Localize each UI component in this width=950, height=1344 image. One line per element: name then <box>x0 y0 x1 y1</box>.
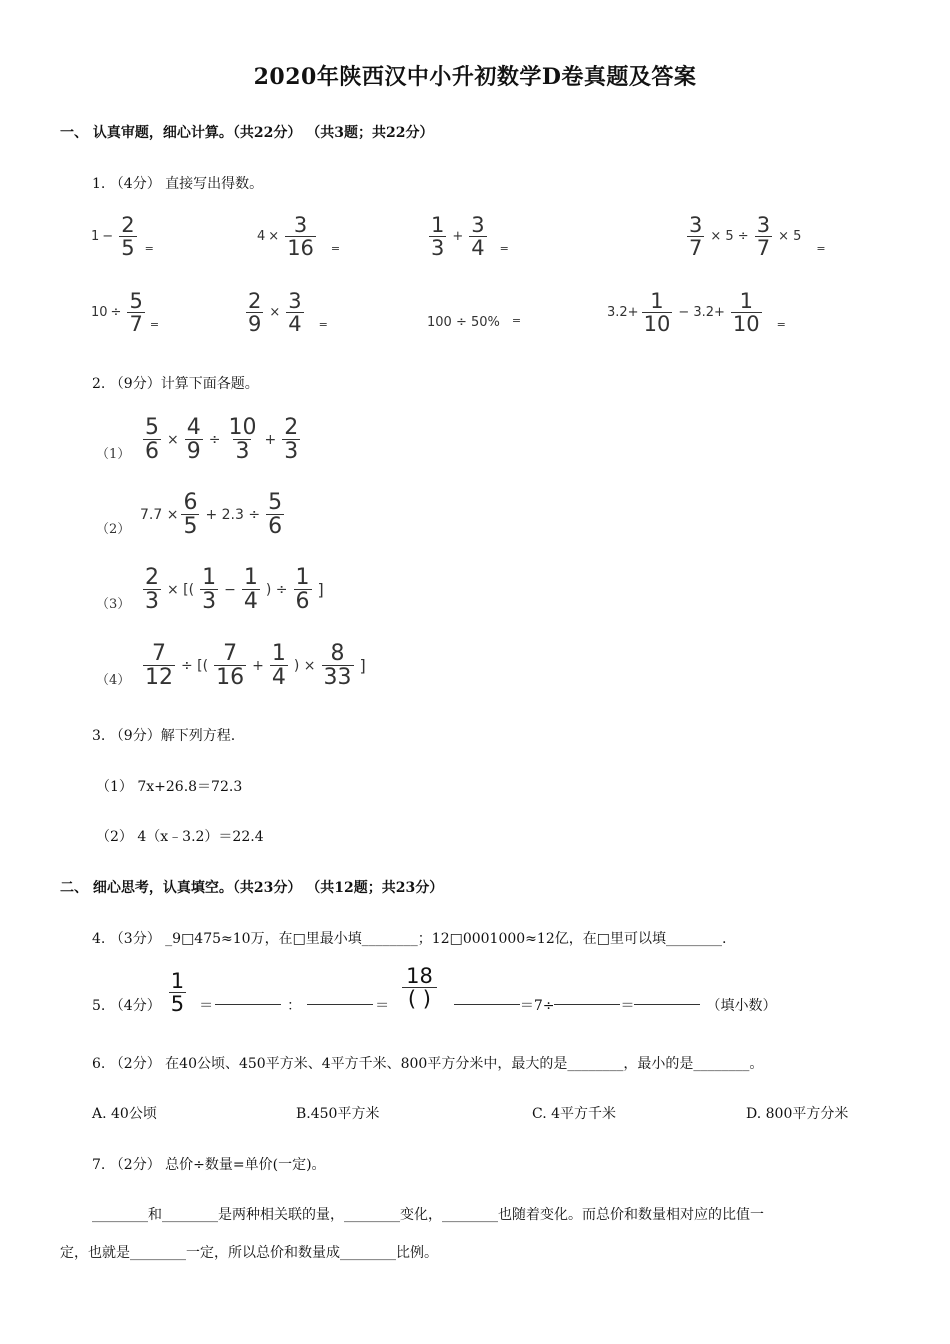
q2-part-4-label: （4） <box>96 673 131 688</box>
q2-part-3-label: （3） <box>96 597 131 612</box>
denominator: 33 <box>323 665 352 691</box>
fraction <box>286 290 303 335</box>
denominator: 5 <box>121 236 135 261</box>
operand: 10 <box>91 305 108 321</box>
answer-blank[interactable] <box>215 1004 281 1005</box>
q6-option-a[interactable]: A. 40公顷 <box>92 1106 157 1122</box>
denominator: 5 <box>183 514 198 540</box>
q2-part-1-label: （1） <box>96 447 131 462</box>
numerator: 1 <box>243 565 258 590</box>
fraction <box>429 214 446 259</box>
equals-sign: = <box>816 242 826 256</box>
equals-sign: = <box>318 318 328 332</box>
divide-seven: ＝7÷ <box>519 997 555 1014</box>
answer-blank[interactable] <box>634 1004 700 1005</box>
operand: 3.2+ <box>607 305 639 321</box>
denominator: 3 <box>431 236 445 261</box>
numerator: 3 <box>756 213 771 237</box>
numerator: 8 <box>330 641 345 666</box>
q3-equation-1: （1） 7x+26.8＝72.3 <box>96 779 243 795</box>
operator: × <box>268 229 280 245</box>
fraction <box>322 642 354 689</box>
operator: ] <box>317 580 324 600</box>
denominator: 6 <box>145 439 159 465</box>
answer-blank[interactable] <box>307 1004 373 1005</box>
numerator: 2 <box>145 565 159 590</box>
operator: + <box>264 431 277 448</box>
denominator: 3 <box>235 439 250 465</box>
operand: 4 <box>257 229 266 245</box>
equals-sign: ＝ <box>375 997 390 1014</box>
numerator: 1 <box>202 565 217 590</box>
operator: × [( <box>167 581 195 598</box>
question-1-stem: 1. （4分） 直接写出得数。 <box>92 176 264 192</box>
denominator: 7 <box>689 236 703 261</box>
fraction <box>282 416 300 463</box>
fraction <box>294 566 312 613</box>
denominator: 5 <box>170 992 185 1017</box>
numerator: 5 <box>145 415 159 440</box>
operand: 1 <box>91 229 100 245</box>
section-1-header: 一、 认真审题，细心计算。（共22分） （共3题；共22分） <box>60 125 434 141</box>
denominator: 10 <box>732 312 760 337</box>
operator: − <box>224 581 236 598</box>
ratio-colon: ： <box>287 997 302 1014</box>
q1-expression-8 <box>607 290 786 335</box>
fraction <box>755 214 772 259</box>
denominator: 9 <box>248 312 262 337</box>
numerator: 3 <box>689 213 703 237</box>
fraction <box>143 416 161 463</box>
numerator: 1 <box>650 289 664 313</box>
numerator: 5 <box>129 289 143 313</box>
fraction <box>143 566 161 613</box>
q1-expression-6 <box>243 290 328 335</box>
operand: 100 ÷ 50% <box>427 315 500 330</box>
denominator: 3 <box>145 589 159 615</box>
numerator: 1 <box>739 289 753 313</box>
operator: × <box>167 431 179 448</box>
numerator: 1 <box>170 969 185 993</box>
denominator: 7 <box>756 236 771 261</box>
equals-sign: ＝ <box>199 997 214 1014</box>
operator: × 5 <box>778 229 802 245</box>
fraction <box>119 214 136 259</box>
q1-expression-5 <box>91 290 159 335</box>
operator: ) ÷ <box>265 581 288 598</box>
fraction <box>181 491 199 538</box>
numerator: 4 <box>186 415 201 440</box>
fraction <box>400 965 439 1010</box>
denominator: 3 <box>284 439 299 465</box>
numerator: 2 <box>248 289 262 313</box>
q2-part-2-label: （2） <box>96 522 131 537</box>
fraction <box>285 214 316 259</box>
numerator: 6 <box>183 490 198 515</box>
denominator: 4 <box>471 236 485 261</box>
fraction <box>246 290 263 335</box>
denominator: 4 <box>288 312 302 337</box>
denominator: 4 <box>243 589 258 615</box>
numerator: 3 <box>288 289 302 313</box>
fraction <box>143 642 175 689</box>
q3-equation-2: （2） 4（x﹣3.2）＝22.4 <box>96 829 264 845</box>
q6-option-b[interactable]: B.450平方米 <box>296 1106 380 1122</box>
q7-paragraph-line-1: ________和________是两种相关联的量，________变化，________也随着变化。而总价和数量相对应的比值一 <box>92 1207 764 1223</box>
fraction <box>266 491 284 538</box>
equals-sign: = <box>149 318 160 332</box>
question-2-stem: 2. （9分）计算下面各题。 <box>92 376 259 392</box>
denominator: 16 <box>287 236 314 261</box>
equals-sign: = <box>499 242 509 256</box>
q2-expression-3 <box>140 566 327 613</box>
denominator: 6 <box>268 514 283 540</box>
q1-expression-2 <box>257 214 340 259</box>
fraction <box>469 214 486 259</box>
fraction <box>200 566 218 613</box>
question-5-label: 5. （4分） <box>92 997 161 1014</box>
fraction <box>226 416 258 463</box>
fraction <box>731 290 762 335</box>
denominator: 12 <box>145 665 173 691</box>
denominator: 7 <box>129 312 143 337</box>
denominator: 6 <box>295 589 310 615</box>
equals-sign: ＝ <box>620 997 635 1014</box>
numerator: 2 <box>284 415 299 440</box>
denominator: 9 <box>186 439 201 465</box>
q1-expression-7 <box>427 314 521 331</box>
fraction <box>687 214 704 259</box>
question-6-stem: 6. （2分） 在40公顷、450平方米、4平方千米、800平方分米中，最大的是________，最小的是________。 <box>92 1056 764 1072</box>
page-title: 2020年陕西汉中小升初数学D卷真题及答案 <box>253 64 697 90</box>
numerator: 1 <box>271 641 286 666</box>
numerator: 10 <box>228 415 257 440</box>
question-4: 4. （3分） _9□475≈10万，在□里最小填________；12□0001000≈12亿，在□里可以填________. <box>92 931 727 947</box>
q6-option-c[interactable]: C. 4平方千米 <box>532 1106 617 1122</box>
fraction <box>214 642 246 689</box>
fraction <box>270 642 288 689</box>
q1-expression-1 <box>91 214 154 259</box>
numerator: 3 <box>293 213 308 237</box>
numerator: 1 <box>295 565 310 590</box>
q6-option-d[interactable]: D. 800平方分米 <box>746 1106 849 1122</box>
numerator: 7 <box>152 641 166 666</box>
q7-paragraph-line-2: 定，也就是________一定，所以总价和数量成________比例。 <box>60 1245 438 1261</box>
fraction <box>642 290 673 335</box>
q2-expression-4 <box>140 642 369 689</box>
operator: ÷ <box>110 305 122 321</box>
fraction <box>127 290 144 335</box>
denominator: 16 <box>216 665 245 691</box>
operator: × 5 ÷ <box>710 229 749 245</box>
operand: 7.7 × <box>140 506 179 523</box>
numerator: 18 <box>406 964 433 988</box>
q1-expression-3 <box>426 214 509 259</box>
denominator: 4 <box>271 665 286 691</box>
q2-expression-2 <box>140 491 287 538</box>
fraction <box>242 566 260 613</box>
operator: ÷ [( <box>181 657 209 674</box>
section-2-header: 二、 细心思考，认真填空。（共23分） （共12题；共23分） <box>60 880 444 896</box>
operator: × <box>269 305 281 321</box>
equals-sign: = <box>776 318 786 332</box>
equals-sign: = <box>511 314 522 327</box>
numerator: 3 <box>471 213 485 237</box>
operator: ÷ <box>208 431 221 448</box>
q1-expression-4 <box>684 214 826 259</box>
answer-blank[interactable] <box>454 1004 520 1005</box>
operator: + 2.3 ÷ <box>205 506 261 523</box>
operator: ) × <box>293 657 316 674</box>
denominator: 3 <box>202 589 217 615</box>
fraction <box>169 970 186 1015</box>
question-3-stem: 3. （9分）解下列方程. <box>92 728 236 744</box>
fraction <box>185 416 203 463</box>
q2-expression-1 <box>140 416 303 463</box>
equals-sign: = <box>144 242 154 256</box>
denominator: 10 <box>643 312 671 337</box>
operator: + <box>452 229 464 245</box>
operator: − <box>102 229 114 245</box>
question-7-stem: 7. （2分） 总价÷数量=单价(一定)。 <box>92 1157 326 1173</box>
numerator: 7 <box>223 641 238 666</box>
question-5-hint: （填小数） <box>706 997 777 1014</box>
denominator: ( ) <box>402 987 437 1010</box>
numerator: 5 <box>268 490 283 515</box>
operator: + <box>252 657 264 674</box>
operator: − 3.2+ <box>678 305 725 321</box>
numerator: 1 <box>431 213 445 237</box>
answer-blank[interactable] <box>554 1004 620 1005</box>
numerator: 2 <box>121 213 135 237</box>
question-5 <box>92 964 777 1017</box>
equals-sign: = <box>330 242 341 256</box>
operator: ] <box>359 656 366 676</box>
